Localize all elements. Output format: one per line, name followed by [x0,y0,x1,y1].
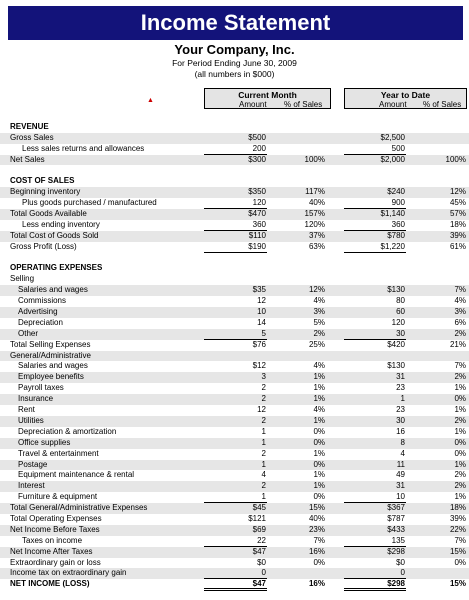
current-month-amount-cell: $12 [252,361,266,371]
current-month-amount-cell: 360 [252,219,266,229]
cm-underline [204,372,267,382]
current-month-pct-cell: 4% [313,296,325,306]
row-label: Travel & entertainment [18,448,99,458]
current-month-amount-cell: $470 [248,209,266,219]
table-row [0,155,469,166]
current-month-pct-cell: 1% [313,448,325,458]
table-row [0,525,469,536]
current-month-pct-cell: 1% [313,481,325,491]
table-row [0,318,469,329]
ytd-underline [344,394,406,404]
ytd-pct-cell: 18% [449,503,466,513]
ytd-pct-cell: 1% [454,426,466,436]
ytd-amount-cell: 60 [396,307,405,317]
ytd-pct-cell: 7% [454,361,466,371]
table-row [0,220,469,231]
table-row [0,307,469,318]
current-month-amount-cell: $500 [248,132,266,142]
current-month-amount-cell: 0 [261,568,266,578]
current-month-amount-cell: 12 [257,296,266,306]
row-label: Beginning inventory [10,187,81,197]
units-label: (all numbers in $000) [194,69,275,79]
ytd-amount-cell: 360 [391,219,405,229]
current-month-amount-cell: $350 [248,187,266,197]
row-label: Net Income After Taxes [10,546,93,556]
ytd-amount-cell: 500 [391,143,405,153]
ytd-pct-cell: 15% [449,579,466,589]
table-row [0,133,469,144]
table-row [0,274,469,285]
ytd-amount-cell: 4 [400,448,405,458]
row-label: Depreciation & amortization [18,426,117,436]
current-month-pct-cell: 0% [313,557,325,567]
cm-underline [204,427,267,437]
cm-underline [204,438,267,448]
ytd-amount-cell: $787 [387,513,405,523]
current-month-amount-header: Amount [239,100,267,109]
ytd-amount-cell: $298 [387,546,405,556]
table-row [0,340,469,351]
row-label: Total Cost of Goods Sold [10,230,99,240]
ytd-amount-cell: $240 [387,187,405,197]
table-row [0,165,469,176]
current-month-amount-cell: $45 [252,503,266,513]
ytd-pct-cell: 0% [454,437,466,447]
current-month-amount-cell: 1 [261,426,266,436]
ytd-amount-cell: $780 [387,230,405,240]
current-month-pct-cell: 1% [313,415,325,425]
ytd-amount-cell: $2,500 [380,132,405,142]
table-row [0,579,469,590]
ytd-amount-cell: $367 [387,503,405,513]
current-month-pct-cell: 3% [313,307,325,317]
current-month-amount-cell: 1 [261,459,266,469]
current-month-pct-cell: 0% [313,459,325,469]
row-label: COST OF SALES [10,176,75,186]
ytd-pct-cell: 1% [454,459,466,469]
row-label: Total Goods Available [10,209,87,219]
ytd-pct-cell: 45% [449,198,466,208]
current-month-pct-cell: 15% [308,503,325,513]
table-row [0,503,469,514]
comment-marker-icon: ▲ [147,97,154,104]
cm-underline [204,470,267,480]
current-month-amount-cell: 12 [257,405,266,415]
ytd-amount-header: Amount [379,100,407,109]
row-label: Net Income Before Taxes [10,524,100,534]
ytd-pct-cell: 3% [454,307,466,317]
current-month-pct-cell: 100% [304,154,325,164]
ytd-pct-cell: 0% [454,557,466,567]
statement-title-banner: Income Statement [8,6,463,40]
ytd-pct-cell: 1% [454,383,466,393]
table-row [0,394,469,405]
row-label: Salaries and wages [18,285,88,295]
table-row [0,547,469,558]
cm-underline [204,460,267,470]
table-row [0,242,469,253]
row-label: Insurance [18,394,54,404]
row-label: Extraordinary gain or loss [10,557,101,567]
ytd-amount-cell: 0 [400,568,405,578]
table-row [0,383,469,394]
current-month-pct-cell: 117% [305,187,325,197]
table-row [0,111,469,122]
ytd-amount-cell: 30 [396,415,405,425]
ytd-amount-cell: 10 [396,492,405,502]
row-label: OPERATING EXPENSES [10,263,103,273]
table-row [0,460,469,471]
row-label: Gross Profit (Loss) [10,241,77,251]
cm-underline [204,449,267,459]
current-month-pct-cell: 25% [308,339,325,349]
row-label: Payroll taxes [18,383,64,393]
current-month-header [204,88,331,109]
ytd-pct-cell: 22% [449,524,466,534]
current-month-amount-cell: 2 [261,415,266,425]
table-row [0,481,469,492]
row-label: Depreciation [18,317,63,327]
current-month-amount-cell: 10 [257,307,266,317]
row-label: Rent [18,405,35,415]
row-label: Salaries and wages [18,361,88,371]
row-label: Less ending inventory [22,219,100,229]
row-label: Less sales returns and allowances [22,143,145,153]
table-row [0,568,469,579]
table-row [0,492,469,503]
current-month-amount-cell: 2 [261,383,266,393]
row-label: Income tax on extraordinary gain [10,568,127,578]
current-month-amount-cell: $110 [248,230,266,240]
row-label: Postage [18,459,48,469]
row-label: Employee benefits [18,372,84,382]
current-month-amount-cell: 2 [261,448,266,458]
cm-underline [204,416,267,426]
current-month-pct-cell: 157% [304,209,325,219]
ytd-pct-cell: 7% [454,535,466,545]
ytd-amount-cell: 23 [396,405,405,415]
current-month-amount-cell: $121 [248,513,266,523]
cm-underline [204,329,267,340]
section-header-row [0,176,469,187]
row-label: REVENUE [10,121,49,131]
current-month-pct-cell: 2% [313,328,325,338]
current-month-pct-cell: 63% [308,241,325,251]
current-month-amount-cell: 200 [252,143,266,153]
ytd-pct-cell: 21% [449,339,466,349]
table-row [0,198,469,209]
company-name: Your Company, Inc. [174,42,295,57]
ytd-pct-cell: 2% [454,470,466,480]
section-header-row [0,122,469,133]
current-month-amount-cell: 14 [257,317,266,327]
current-month-pct-cell: 1% [313,383,325,393]
ytd-amount-cell: 120 [391,317,405,327]
cm-underline [204,568,267,579]
table-row [0,427,469,438]
current-month-pct-cell: 4% [313,361,325,371]
row-label: Selling [10,274,35,284]
ytd-amount-cell: 30 [396,328,405,338]
current-month-pct-cell: 1% [313,372,325,382]
table-row [0,416,469,427]
table-row [0,536,469,547]
table-row [0,144,469,155]
row-label: Total Operating Expenses [10,513,102,523]
ytd-pct-cell: 7% [454,285,466,295]
table-row [0,438,469,449]
current-month-amount-cell: 22 [257,535,266,545]
table-row [0,351,469,362]
ytd-pct-cell: 61% [449,241,466,251]
ytd-amount-cell: 16 [396,426,405,436]
current-month-pct-cell: 12% [308,285,325,295]
table-row [0,253,469,264]
ytd-pct-header: % of Sales [423,100,462,109]
period-label: For Period Ending June 30, 2009 [172,58,297,68]
cm-underline [204,394,267,404]
current-month-pct-cell: 0% [313,437,325,447]
ytd-amount-cell: 900 [391,198,405,208]
ytd-pct-cell: 100% [445,154,466,164]
ytd-amount-cell: $433 [387,524,405,534]
ytd-amount-cell: 1 [400,394,405,404]
ytd-pct-cell: 39% [449,513,466,523]
current-month-pct-cell: 1% [313,470,325,480]
current-month-amount-cell: 2 [261,394,266,404]
current-month-pct-cell: 40% [308,513,325,523]
section-header-row [0,263,469,274]
ytd-amount-cell: $130 [387,285,405,295]
ytd-pct-cell: 0% [454,448,466,458]
row-label: Commissions [18,296,67,306]
table-row [0,187,469,198]
ytd-pct-cell: 4% [454,296,466,306]
ytd-pct-cell: 12% [449,187,466,197]
row-label: Advertising [18,307,58,317]
ytd-pct-cell: 0% [454,394,466,404]
table-row [0,372,469,383]
ytd-amount-cell: $1,220 [380,241,405,251]
ytd-amount-cell: $0 [396,557,405,567]
ytd-underline [344,449,406,459]
ytd-amount-cell: $298 [387,579,405,589]
current-month-amount-cell: $69 [252,524,266,534]
table-row [0,449,469,460]
year-to-date-title: Year to Date [380,90,431,100]
current-month-title: Current Month [238,90,297,100]
ytd-amount-cell: $130 [387,361,405,371]
ytd-pct-cell: 57% [449,209,466,219]
current-month-amount-cell: 3 [261,372,266,382]
ytd-pct-cell: 39% [449,230,466,240]
current-month-pct-cell: 7% [313,535,325,545]
current-month-amount-cell: 5 [261,328,266,338]
current-month-pct-cell: 23% [308,524,325,534]
ytd-amount-cell: 31 [396,372,405,382]
ytd-amount-cell: 80 [396,296,405,306]
current-month-pct-cell: 16% [308,546,325,556]
table-row [0,231,469,242]
current-month-amount-cell: 1 [261,492,266,502]
current-month-amount-cell: $300 [248,154,266,164]
current-month-pct-cell: 37% [308,230,325,240]
current-month-amount-cell: $0 [257,557,266,567]
ytd-pct-cell: 2% [454,328,466,338]
ytd-pct-cell: 2% [454,372,466,382]
row-label: Interest [18,481,45,491]
row-label: NET INCOME (LOSS) [10,579,90,589]
table-row [0,285,469,296]
current-month-pct-cell: 16% [308,579,325,589]
current-month-amount-cell: 2 [261,481,266,491]
table-row [0,405,469,416]
ytd-pct-cell: 1% [454,492,466,502]
ytd-amount-cell: 49 [396,470,405,480]
row-label: Plus goods purchased / manufactured [22,198,157,208]
current-month-amount-cell: $190 [248,241,266,251]
ytd-amount-cell: 135 [391,535,405,545]
year-to-date-header [344,88,467,109]
row-label: General/Administrative [10,350,91,360]
row-label: Furniture & equipment [18,492,98,502]
row-label: Gross Sales [10,132,54,142]
current-month-amount-cell: $47 [252,579,266,589]
ytd-amount-cell: 8 [400,437,405,447]
current-month-pct-cell: 4% [313,405,325,415]
current-month-pct-cell: 1% [313,394,325,404]
table-row [0,329,469,340]
table-row [0,470,469,481]
ytd-amount-cell: $1,140 [380,209,405,219]
ytd-amount-cell: 31 [396,481,405,491]
current-month-amount-cell: 1 [261,437,266,447]
ytd-pct-cell: 6% [454,317,466,327]
current-month-amount-cell: 120 [252,198,266,208]
current-month-pct-cell: 120% [304,219,325,229]
ytd-pct-cell: 2% [454,415,466,425]
current-month-pct-cell: 0% [313,426,325,436]
table-row [0,296,469,307]
current-month-amount-cell: $47 [252,546,266,556]
ytd-underline [344,438,406,448]
ytd-amount-cell: $2,000 [380,154,405,164]
ytd-pct-cell: 18% [449,219,466,229]
row-label: Total General/Administrative Expenses [10,503,148,513]
row-label: Utilities [18,415,44,425]
ytd-pct-cell: 15% [449,546,466,556]
row-label: Equipment maintenance & rental [18,470,135,480]
cm-underline [204,383,267,393]
current-month-amount-cell: 4 [261,470,266,480]
row-label: Other [18,328,39,338]
ytd-pct-cell: 1% [454,405,466,415]
cm-underline [204,481,267,491]
ytd-underline [344,568,406,579]
table-row [0,558,469,569]
row-label: Total Selling Expenses [10,339,91,349]
current-month-pct-cell: 5% [313,317,325,327]
ytd-amount-cell: 11 [396,459,405,469]
row-label: Taxes on income [22,535,83,545]
cm-underline [204,492,267,503]
current-month-pct-cell: 40% [308,198,325,208]
current-month-pct-header: % of Sales [284,100,323,109]
current-month-pct-cell: 0% [313,492,325,502]
table-row [0,361,469,372]
table-row [0,209,469,220]
statement-table [0,111,469,590]
row-label: Office supplies [18,437,71,447]
row-label: Net Sales [10,154,45,164]
current-month-amount-cell: $76 [252,339,266,349]
ytd-amount-cell: 23 [396,383,405,393]
ytd-amount-cell: $420 [387,339,405,349]
ytd-pct-cell: 2% [454,481,466,491]
current-month-amount-cell: $35 [252,285,266,295]
table-row [0,514,469,525]
